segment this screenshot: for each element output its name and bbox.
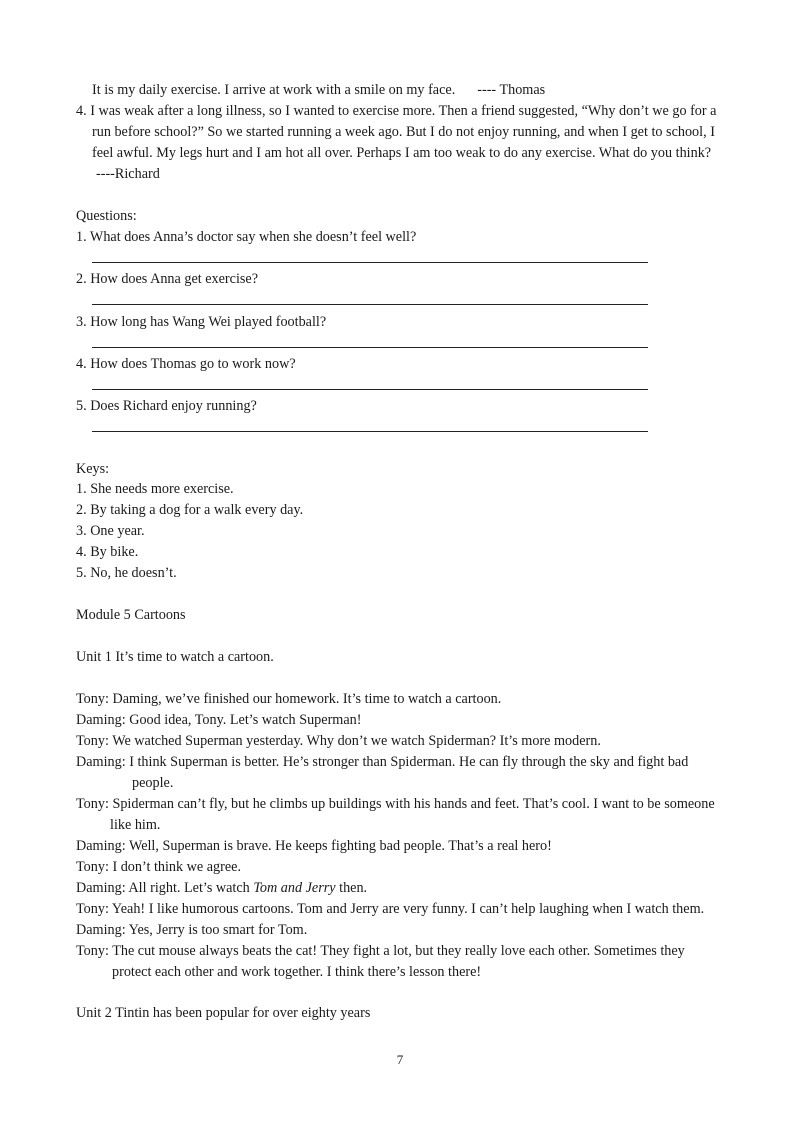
dialogue-line: Daming: Yes, Jerry is too smart for Tom.: [76, 922, 308, 938]
answer-line: [92, 262, 648, 263]
answer-line: [92, 304, 648, 305]
dialogue-line: Tony: The cut mouse always beats the cat! They fight a lot, but they really love each other. Sometimes they: [76, 943, 685, 959]
unit2-title: Unit 2 Tintin has been popular for over eighty years: [76, 1005, 371, 1021]
answer-line: [92, 347, 648, 348]
passage-thomas-signature: ---- Thomas: [477, 82, 546, 98]
dialogue-line: Tony: Daming, we’ve finished our homework. It’s time to watch a cartoon.: [76, 691, 502, 707]
dialogue-line: Tony: Spiderman can’t fly, but he climbs up buildings with his hands and feet. That’s cool. I want to be someone: [76, 796, 715, 812]
question-item: 1. What does Anna’s doctor say when she doesn’t feel well?: [76, 229, 417, 245]
dialogue-line: Tony: Yeah! I like humorous cartoons. Tom and Jerry are very funny. I can’t help laughing when I watch them.: [76, 901, 705, 917]
key-item: 3. One year.: [76, 523, 145, 539]
key-item: 1. She needs more exercise.: [76, 481, 234, 497]
dialogue-line: Daming: Good idea, Tony. Let’s watch Superman!: [76, 712, 362, 728]
key-item: 4. By bike.: [76, 544, 139, 560]
dialogue-continuation: people.: [132, 775, 174, 791]
dialogue-line: Tony: We watched Superman yesterday. Why don’t we watch Spiderman? It’s more modern.: [76, 733, 601, 749]
key-item: 2. By taking a dog for a walk every day.: [76, 502, 304, 518]
keys-heading: Keys:: [76, 461, 110, 477]
dialogue-line: Daming: Well, Superman is brave. He keeps fighting bad people. That’s a real hero!: [76, 838, 552, 854]
passage-richard-line-3: feel awful. My legs hurt and I am hot all over. Perhaps I am too weak to do any exercise. What do you think?: [92, 145, 712, 161]
passage-thomas-line: It is my daily exercise. I arrive at work with a smile on my face. ---- Thomas: [92, 82, 546, 98]
module-title: Module 5 Cartoons: [76, 607, 186, 623]
dialogue-line: Daming: I think Superman is better. He’s stronger than Spiderman. He can fly through the sky and fight bad: [76, 754, 689, 770]
questions-heading: Questions:: [76, 208, 137, 224]
page-number: 7: [396, 1052, 404, 1067]
answer-line: [92, 389, 648, 390]
question-item: 5. Does Richard enjoy running?: [76, 398, 257, 414]
dialogue-continuation: like him.: [110, 817, 161, 833]
question-item: 3. How long has Wang Wei played football?: [76, 314, 327, 330]
cartoon-title-emphasis: Tom and Jerry: [253, 880, 336, 896]
question-item: 4. How does Thomas go to work now?: [76, 356, 296, 372]
dialogue-continuation: protect each other and work together. I think there’s lesson there!: [112, 964, 482, 980]
dialogue-line: Daming: All right. Let’s watch Tom and Jerry then.: [76, 880, 368, 896]
dialogue-line: Tony: I don’t think we agree.: [76, 859, 242, 875]
key-item: 5. No, he doesn’t.: [76, 565, 177, 581]
unit1-title: Unit 1 It’s time to watch a cartoon.: [76, 649, 274, 665]
passage-richard-line-1: 4. I was weak after a long illness, so I wanted to exercise more. Then a friend suggested, “Why don’t we go for a: [76, 103, 717, 119]
question-item: 2. How does Anna get exercise?: [76, 271, 259, 287]
passage-richard-line-2: run before school?” So we started running a week ago. But I do not enjoy running, and when I get to school, I: [92, 124, 715, 140]
passage-richard-signature: ----Richard: [96, 166, 160, 182]
answer-line: [92, 431, 648, 432]
